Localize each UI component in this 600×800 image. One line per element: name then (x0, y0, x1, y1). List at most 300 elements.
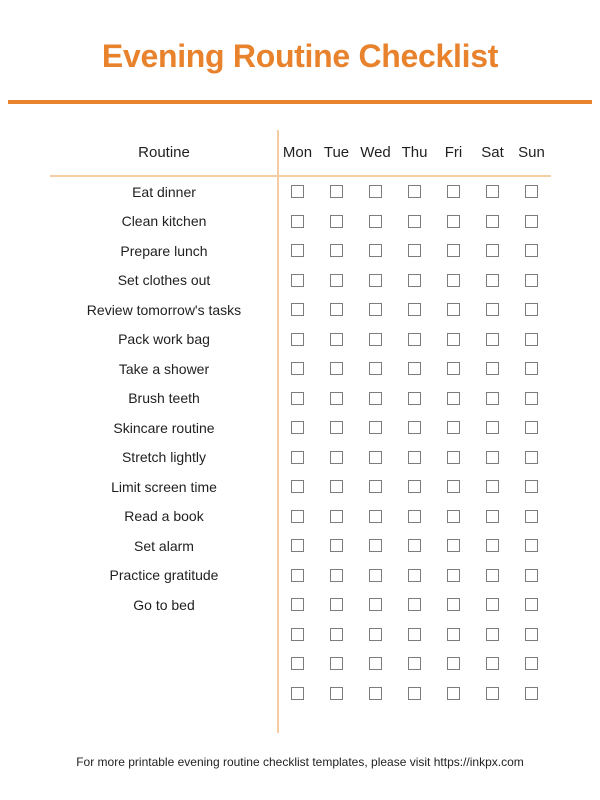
task-checkbox[interactable] (486, 510, 499, 523)
task-checkbox[interactable] (447, 303, 460, 316)
task-checkbox[interactable] (369, 333, 382, 346)
day-column-header: Sun (518, 144, 545, 161)
checkbox-cell (512, 185, 551, 198)
task-checkbox[interactable] (525, 539, 538, 552)
checkbox-cell (395, 480, 434, 493)
table-header-row (50, 130, 551, 177)
task-checkbox[interactable] (330, 657, 343, 670)
task-label: Eat dinner (132, 183, 196, 200)
task-checkbox[interactable] (330, 539, 343, 552)
checkbox-cell (356, 569, 395, 582)
task-checkbox[interactable] (525, 451, 538, 464)
task-label: Practice gratitude (109, 567, 219, 584)
column-divider-line (277, 130, 279, 733)
task-checkbox[interactable] (447, 392, 460, 405)
table-row (50, 413, 551, 443)
task-checkbox[interactable] (408, 185, 421, 198)
checkbox-cell (356, 274, 395, 287)
day-column-header: Wed (360, 144, 391, 161)
task-label: Prepare lunch (120, 242, 208, 259)
checkbox-cell (434, 539, 473, 552)
task-checkbox[interactable] (525, 628, 538, 641)
checkbox-cell (356, 244, 395, 257)
task-checkbox[interactable] (525, 215, 538, 228)
checkbox-cell (278, 510, 317, 523)
task-checkbox[interactable] (525, 510, 538, 523)
task-checkbox[interactable] (408, 333, 421, 346)
task-checkbox[interactable] (291, 569, 304, 582)
task-checkbox[interactable] (330, 451, 343, 464)
checkbox-cell (512, 362, 551, 375)
checkbox-cell (395, 539, 434, 552)
task-label: Set alarm (134, 537, 194, 554)
checkbox-cell (434, 362, 473, 375)
day-column-header: Tue (323, 144, 350, 161)
task-checkbox[interactable] (291, 392, 304, 405)
task-checkbox[interactable] (330, 215, 343, 228)
checkbox-cell (473, 657, 512, 670)
task-checkbox[interactable] (486, 687, 499, 700)
task-checkbox[interactable] (525, 362, 538, 375)
table-row (50, 325, 551, 355)
task-checkbox[interactable] (408, 362, 421, 375)
checkbox-cell (512, 657, 551, 670)
task-label: Set clothes out (117, 272, 211, 289)
day-column-header: Thu (401, 144, 428, 161)
task-checkbox[interactable] (408, 628, 421, 641)
checkbox-cell (278, 539, 317, 552)
table-row (50, 531, 551, 561)
task-checkbox[interactable] (447, 244, 460, 257)
day-column-header: Mon (282, 144, 313, 161)
task-checkbox[interactable] (291, 362, 304, 375)
task-checkbox[interactable] (369, 569, 382, 582)
checkbox-cell (473, 598, 512, 611)
task-checkbox[interactable] (447, 569, 460, 582)
checkbox-cell (434, 215, 473, 228)
task-checkbox[interactable] (291, 628, 304, 641)
checkbox-cell (434, 598, 473, 611)
checkbox-cell (512, 480, 551, 493)
task-checkbox[interactable] (369, 362, 382, 375)
task-checkbox[interactable] (486, 303, 499, 316)
task-checkbox[interactable] (330, 569, 343, 582)
task-checkbox[interactable] (369, 244, 382, 257)
checkbox-cell (317, 392, 356, 405)
checkbox-cell (395, 628, 434, 641)
routine-column-header: Routine (138, 144, 190, 161)
task-checkbox[interactable] (525, 598, 538, 611)
checkbox-cell (395, 421, 434, 434)
table-row (50, 295, 551, 325)
task-checkbox[interactable] (447, 215, 460, 228)
checkbox-cell (317, 215, 356, 228)
task-checkbox[interactable] (369, 657, 382, 670)
checkbox-cell (317, 598, 356, 611)
table-row (50, 590, 551, 620)
task-checkbox[interactable] (291, 421, 304, 434)
task-checkbox[interactable] (486, 333, 499, 346)
checkbox-cell (512, 451, 551, 464)
task-checkbox[interactable] (486, 274, 499, 287)
task-checkbox[interactable] (369, 451, 382, 464)
task-checkbox[interactable] (369, 392, 382, 405)
checkbox-cell (434, 392, 473, 405)
task-checkbox[interactable] (486, 598, 499, 611)
task-checkbox[interactable] (369, 421, 382, 434)
task-checkbox[interactable] (486, 539, 499, 552)
task-checkbox[interactable] (486, 628, 499, 641)
task-checkbox[interactable] (447, 185, 460, 198)
checkbox-cell (317, 185, 356, 198)
checkbox-cell (356, 421, 395, 434)
checkbox-cell (512, 333, 551, 346)
task-checkbox[interactable] (447, 687, 460, 700)
checkbox-cell (512, 244, 551, 257)
checkbox-cell (512, 628, 551, 641)
task-checkbox[interactable] (291, 539, 304, 552)
checkbox-cell (512, 274, 551, 287)
checkbox-cell (317, 303, 356, 316)
task-checkbox[interactable] (369, 510, 382, 523)
checkbox-cell (434, 244, 473, 257)
task-checkbox[interactable] (486, 480, 499, 493)
task-label: Skincare routine (113, 419, 215, 436)
checkbox-cell (512, 569, 551, 582)
table-row (50, 502, 551, 532)
table-row (50, 354, 551, 384)
task-checkbox[interactable] (369, 598, 382, 611)
task-checkbox[interactable] (330, 687, 343, 700)
checkbox-cell (278, 598, 317, 611)
checkbox-cell (356, 362, 395, 375)
task-checkbox[interactable] (291, 598, 304, 611)
task-checkbox[interactable] (408, 687, 421, 700)
checkbox-cell (278, 392, 317, 405)
day-column-header: Sat (481, 144, 504, 161)
checkbox-cell (395, 510, 434, 523)
checkbox-cell (473, 480, 512, 493)
task-checkbox[interactable] (447, 598, 460, 611)
task-checkbox[interactable] (408, 274, 421, 287)
checkbox-cell (434, 628, 473, 641)
task-checkbox[interactable] (330, 510, 343, 523)
checkbox-cell (356, 539, 395, 552)
checkbox-cell (395, 274, 434, 287)
task-checkbox[interactable] (291, 687, 304, 700)
task-checkbox[interactable] (525, 421, 538, 434)
task-label: Limit screen time (111, 478, 217, 495)
task-label: Brush teeth (128, 390, 200, 407)
table-body (50, 177, 551, 708)
task-checkbox[interactable] (408, 303, 421, 316)
task-checkbox[interactable] (486, 392, 499, 405)
checkbox-cell (356, 215, 395, 228)
task-checkbox[interactable] (486, 569, 499, 582)
checkbox-cell (278, 628, 317, 641)
task-checkbox[interactable] (525, 392, 538, 405)
checkbox-cell (473, 628, 512, 641)
task-checkbox[interactable] (408, 451, 421, 464)
task-checkbox[interactable] (525, 185, 538, 198)
checkbox-cell (395, 451, 434, 464)
checkbox-cell (317, 244, 356, 257)
checkbox-cell (512, 303, 551, 316)
checkbox-cell (356, 687, 395, 700)
task-checkbox[interactable] (486, 451, 499, 464)
task-checkbox[interactable] (447, 480, 460, 493)
task-checkbox[interactable] (369, 215, 382, 228)
task-checkbox[interactable] (369, 539, 382, 552)
task-checkbox[interactable] (291, 510, 304, 523)
checkbox-cell (512, 510, 551, 523)
checkbox-cell (317, 687, 356, 700)
checkbox-cell (317, 451, 356, 464)
task-checkbox[interactable] (447, 362, 460, 375)
task-checkbox[interactable] (330, 244, 343, 257)
task-checkbox[interactable] (525, 687, 538, 700)
checkbox-cell (434, 480, 473, 493)
routine-table (50, 130, 551, 708)
checkbox-cell (434, 687, 473, 700)
table-row (50, 620, 551, 650)
task-checkbox[interactable] (291, 215, 304, 228)
task-checkbox[interactable] (525, 569, 538, 582)
checkbox-cell (434, 274, 473, 287)
checkbox-cell (278, 333, 317, 346)
checkbox-cell (434, 569, 473, 582)
table-row (50, 679, 551, 709)
task-checkbox[interactable] (408, 539, 421, 552)
task-checkbox[interactable] (330, 480, 343, 493)
checkbox-cell (356, 451, 395, 464)
task-checkbox[interactable] (369, 303, 382, 316)
checkbox-cell (512, 687, 551, 700)
task-checkbox[interactable] (330, 274, 343, 287)
checkbox-cell (395, 657, 434, 670)
checkbox-cell (512, 539, 551, 552)
checkbox-cell (473, 539, 512, 552)
checkbox-cell (356, 598, 395, 611)
checkbox-cell (395, 392, 434, 405)
checkbox-cell (317, 274, 356, 287)
table-row (50, 236, 551, 266)
task-checkbox[interactable] (408, 392, 421, 405)
table-row (50, 384, 551, 414)
checkbox-cell (473, 392, 512, 405)
checkbox-cell (473, 244, 512, 257)
checkbox-cell (317, 480, 356, 493)
task-checkbox[interactable] (369, 628, 382, 641)
checkbox-cell (434, 657, 473, 670)
task-checkbox[interactable] (525, 274, 538, 287)
table-row (50, 207, 551, 237)
task-checkbox[interactable] (369, 480, 382, 493)
checkbox-cell (317, 657, 356, 670)
table-row (50, 443, 551, 473)
checkbox-cell (356, 333, 395, 346)
checkbox-cell (356, 303, 395, 316)
checkbox-cell (278, 480, 317, 493)
checkbox-cell (473, 421, 512, 434)
task-label: Go to bed (133, 596, 195, 613)
task-checkbox[interactable] (525, 303, 538, 316)
checkbox-cell (278, 303, 317, 316)
task-checkbox[interactable] (525, 244, 538, 257)
checkbox-cell (317, 539, 356, 552)
checkbox-cell (395, 244, 434, 257)
task-label: Clean kitchen (121, 213, 207, 230)
task-checkbox[interactable] (369, 687, 382, 700)
task-label: Pack work bag (118, 331, 210, 348)
checkbox-cell (278, 687, 317, 700)
task-checkbox[interactable] (486, 185, 499, 198)
task-checkbox[interactable] (408, 569, 421, 582)
task-checkbox[interactable] (330, 303, 343, 316)
checkbox-cell (317, 362, 356, 375)
checkbox-cell (356, 185, 395, 198)
checkbox-cell (356, 480, 395, 493)
checkbox-cell (278, 421, 317, 434)
checkbox-cell (473, 185, 512, 198)
title-divider (8, 100, 592, 104)
checkbox-cell (512, 392, 551, 405)
task-checkbox[interactable] (408, 215, 421, 228)
task-checkbox[interactable] (330, 333, 343, 346)
checkbox-cell (434, 303, 473, 316)
table-row (50, 649, 551, 679)
checkbox-cell (278, 185, 317, 198)
checkbox-cell (473, 215, 512, 228)
task-label: Take a shower (118, 360, 210, 377)
checkbox-cell (317, 569, 356, 582)
checkbox-cell (356, 392, 395, 405)
task-checkbox[interactable] (408, 421, 421, 434)
checkbox-cell (395, 362, 434, 375)
task-checkbox[interactable] (291, 657, 304, 670)
checkbox-cell (356, 628, 395, 641)
checkbox-cell (473, 303, 512, 316)
checkbox-cell (278, 451, 317, 464)
checkbox-cell (317, 510, 356, 523)
task-checkbox[interactable] (408, 510, 421, 523)
task-checkbox[interactable] (408, 657, 421, 670)
task-checkbox[interactable] (486, 215, 499, 228)
task-checkbox[interactable] (291, 303, 304, 316)
task-checkbox[interactable] (408, 480, 421, 493)
table-row (50, 177, 551, 207)
checkbox-cell (473, 569, 512, 582)
task-checkbox[interactable] (291, 274, 304, 287)
checkbox-cell (473, 510, 512, 523)
checkbox-cell (278, 244, 317, 257)
checkbox-cell (473, 274, 512, 287)
checkbox-cell (278, 362, 317, 375)
task-label: Review tomorrow's tasks (86, 301, 242, 318)
task-label: Read a book (124, 508, 204, 525)
task-checkbox[interactable] (486, 657, 499, 670)
checkbox-cell (434, 510, 473, 523)
task-checkbox[interactable] (447, 421, 460, 434)
checkbox-cell (317, 333, 356, 346)
checkbox-cell (473, 333, 512, 346)
task-checkbox[interactable] (330, 598, 343, 611)
table-row (50, 472, 551, 502)
task-checkbox[interactable] (369, 274, 382, 287)
checkbox-cell (395, 569, 434, 582)
task-checkbox[interactable] (291, 451, 304, 464)
checkbox-cell (395, 687, 434, 700)
checkbox-cell (512, 598, 551, 611)
task-checkbox[interactable] (330, 185, 343, 198)
task-checkbox[interactable] (330, 421, 343, 434)
checkbox-cell (356, 657, 395, 670)
checkbox-cell (434, 421, 473, 434)
checkbox-cell (473, 362, 512, 375)
checkbox-cell (395, 215, 434, 228)
checkbox-cell (434, 185, 473, 198)
day-column-header: Fri (444, 144, 463, 161)
task-checkbox[interactable] (291, 333, 304, 346)
task-checkbox[interactable] (291, 185, 304, 198)
task-checkbox[interactable] (447, 657, 460, 670)
task-checkbox[interactable] (408, 244, 421, 257)
task-checkbox[interactable] (408, 598, 421, 611)
table-row (50, 266, 551, 296)
checkbox-cell (512, 215, 551, 228)
checkbox-cell (278, 215, 317, 228)
task-checkbox[interactable] (525, 657, 538, 670)
task-checkbox[interactable] (447, 628, 460, 641)
task-checkbox[interactable] (447, 451, 460, 464)
checkbox-cell (473, 687, 512, 700)
task-checkbox[interactable] (330, 362, 343, 375)
task-label: Stretch lightly (121, 449, 207, 466)
task-checkbox[interactable] (447, 510, 460, 523)
task-checkbox[interactable] (447, 274, 460, 287)
checkbox-cell (434, 451, 473, 464)
task-checkbox[interactable] (447, 333, 460, 346)
checkbox-cell (434, 333, 473, 346)
checkbox-cell (395, 185, 434, 198)
checkbox-cell (356, 510, 395, 523)
checkbox-cell (395, 598, 434, 611)
task-checkbox[interactable] (486, 421, 499, 434)
checkbox-cell (473, 451, 512, 464)
task-checkbox[interactable] (291, 244, 304, 257)
footer-note: For more printable evening routine checklist templates, please visit https://inkpx.com (76, 755, 524, 769)
checkbox-cell (512, 421, 551, 434)
task-checkbox[interactable] (369, 185, 382, 198)
task-checkbox[interactable] (486, 244, 499, 257)
checkbox-cell (395, 333, 434, 346)
page-title: Evening Routine Checklist (101, 38, 499, 74)
checkbox-cell (395, 303, 434, 316)
checkbox-cell (278, 657, 317, 670)
task-checkbox[interactable] (447, 539, 460, 552)
task-checkbox[interactable] (330, 628, 343, 641)
task-checkbox[interactable] (330, 392, 343, 405)
task-checkbox[interactable] (291, 480, 304, 493)
task-checkbox[interactable] (525, 480, 538, 493)
table-row (50, 561, 551, 591)
task-checkbox[interactable] (525, 333, 538, 346)
checkbox-cell (317, 421, 356, 434)
checkbox-cell (317, 628, 356, 641)
checkbox-cell (278, 569, 317, 582)
checkbox-cell (278, 274, 317, 287)
task-checkbox[interactable] (486, 362, 499, 375)
